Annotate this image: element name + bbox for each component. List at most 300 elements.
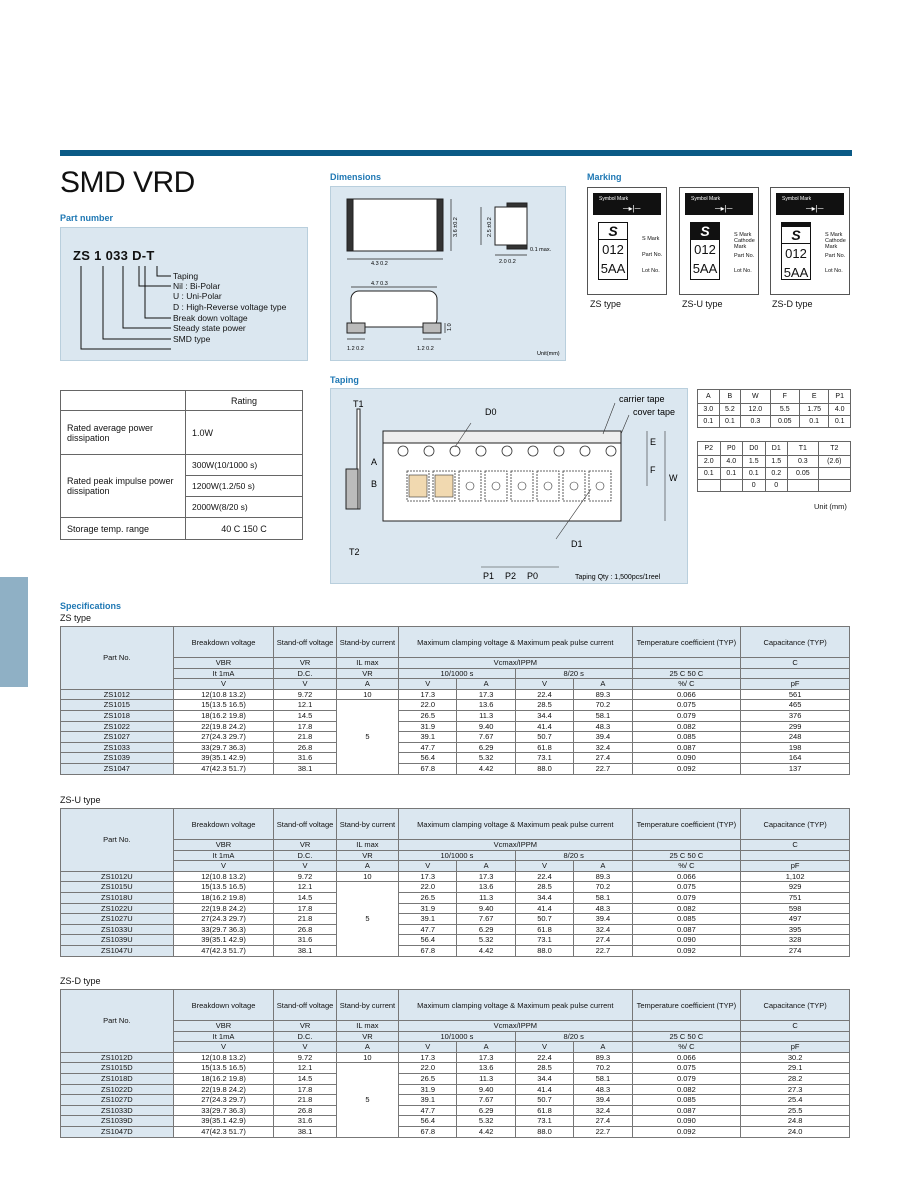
value-cell: 56.4 bbox=[399, 753, 457, 764]
table-row bbox=[61, 924, 850, 935]
dim-pad-right: 1.2 0.2 bbox=[417, 346, 434, 352]
value-cell: 47(42.3 51.7) bbox=[173, 1126, 274, 1137]
tape-p2: P2 bbox=[505, 571, 517, 581]
value-cell: 0.092 bbox=[632, 1126, 741, 1137]
side-tab bbox=[0, 577, 28, 687]
table-row bbox=[61, 1126, 850, 1137]
label-part-no: Part No. bbox=[734, 253, 755, 259]
value-cell: 0.087 bbox=[632, 924, 741, 935]
value-cell: 0.082 bbox=[632, 1084, 741, 1095]
value-cell: 5.32 bbox=[457, 1116, 515, 1127]
table-row bbox=[61, 763, 850, 774]
hdr-part-no: Part No. bbox=[61, 627, 174, 690]
hdr-breakdown: Breakdown voltage bbox=[173, 809, 274, 840]
part-no-cell: ZS1012D bbox=[61, 1052, 174, 1063]
tape-p1: P1 bbox=[483, 571, 495, 581]
value-cell: 67.8 bbox=[399, 763, 457, 774]
part-no-cell: ZS1015U bbox=[61, 882, 174, 893]
value-cell: 22(19.8 24.2) bbox=[173, 903, 274, 914]
value-cell: 41.4 bbox=[515, 1084, 573, 1095]
value-cell: 38.1 bbox=[274, 1126, 336, 1137]
part-no-cell: ZS1012U bbox=[61, 871, 174, 882]
value-cell: 39.1 bbox=[399, 914, 457, 925]
dim-bottom-height: 1.0 bbox=[447, 323, 453, 331]
chip-marking bbox=[781, 222, 811, 280]
label-mark: Mark bbox=[825, 244, 838, 250]
part-no-cell: ZS1012 bbox=[61, 689, 174, 700]
value-cell: 0.087 bbox=[632, 1105, 741, 1116]
hdr-standby: Stand-by current bbox=[336, 809, 398, 840]
tape-t1: T1 bbox=[353, 399, 364, 409]
value-cell: 22.0 bbox=[399, 1063, 457, 1074]
chip-marking bbox=[690, 222, 720, 280]
dimensions-box bbox=[330, 186, 566, 361]
s-mark: S bbox=[782, 223, 810, 244]
label-mark: Mark bbox=[734, 244, 747, 250]
taping-qty: Taping Qty : 1,500pcs/1reel bbox=[575, 574, 661, 581]
s-mark: S bbox=[599, 223, 627, 240]
value-cell: 24.0 bbox=[741, 1126, 850, 1137]
value-cell: 48.3 bbox=[574, 1084, 632, 1095]
table-row: ZS1015U 15(13.5 16.5) 12.1 5 22.0 13.6 28.5 70.2 0.075 929 bbox=[61, 882, 850, 893]
taping-heading: Taping bbox=[330, 375, 359, 385]
value-cell: 0.087 bbox=[632, 742, 741, 753]
value-cell: 18(16.2 19.8) bbox=[173, 710, 274, 721]
label-s-mark: S Mark bbox=[642, 236, 660, 242]
value-cell: 17.3 bbox=[457, 689, 515, 700]
part-no-cell: ZS1027D bbox=[61, 1095, 174, 1106]
value-cell: 328 bbox=[741, 935, 850, 946]
top-rule bbox=[60, 150, 852, 156]
rating-item-avg: Rated average power dissipation bbox=[61, 411, 186, 455]
value-cell: 22.4 bbox=[515, 871, 573, 882]
value-cell: 13.6 bbox=[457, 700, 515, 711]
hdr-standoff: Stand-off voltage bbox=[274, 627, 336, 658]
value-cell: 33(29.7 36.3) bbox=[173, 1105, 274, 1116]
value-cell: 47(42.3 51.7) bbox=[173, 763, 274, 774]
value-cell: 17.3 bbox=[399, 871, 457, 882]
hdr-standoff: Stand-off voltage bbox=[274, 809, 336, 840]
value-cell: 27.4 bbox=[574, 753, 632, 764]
value-cell: 26.5 bbox=[399, 1073, 457, 1084]
value-cell: 9.72 bbox=[274, 871, 336, 882]
value-cell: 0.082 bbox=[632, 903, 741, 914]
value-cell: 18(16.2 19.8) bbox=[173, 892, 274, 903]
value-cell: 9.40 bbox=[457, 903, 515, 914]
pn-line-taping: Taping bbox=[173, 271, 199, 281]
label-s-mark: S Mark bbox=[825, 232, 843, 238]
tape-t2: T2 bbox=[349, 547, 360, 557]
value-cell: 27(24.3 29.7) bbox=[173, 1095, 274, 1106]
value-cell: 4.42 bbox=[457, 945, 515, 956]
value-cell: 17.3 bbox=[457, 871, 515, 882]
value-cell: 0.092 bbox=[632, 763, 741, 774]
dim-bottom-width: 4.7 0.3 bbox=[371, 281, 388, 287]
value-cell: 26.5 bbox=[399, 892, 457, 903]
value-cell: 12.1 bbox=[274, 700, 336, 711]
dim-height2: 2.5 ±0.2 bbox=[487, 217, 493, 237]
marking-lot-no: 5AA bbox=[692, 261, 718, 276]
tape-f: F bbox=[650, 465, 656, 475]
value-cell: 39(35.1 42.9) bbox=[173, 753, 274, 764]
tape-e: E bbox=[650, 437, 657, 447]
label-s-mark: S Mark bbox=[734, 232, 752, 238]
value-cell: 12.1 bbox=[274, 882, 336, 893]
value-cell: 29.1 bbox=[741, 1063, 850, 1074]
rating-header: Rating bbox=[186, 391, 303, 411]
part-no-cell: ZS1015 bbox=[61, 700, 174, 711]
value-cell: 50.7 bbox=[515, 914, 573, 925]
value-cell: 17.3 bbox=[399, 689, 457, 700]
spec-table-label: ZS-D type bbox=[60, 976, 101, 986]
value-cell: 22.7 bbox=[574, 945, 632, 956]
table-row: ZS1015D 15(13.5 16.5) 12.1 5 22.0 13.6 28.5 70.2 0.075 29.1 bbox=[61, 1063, 850, 1074]
value-cell: 48.3 bbox=[574, 721, 632, 732]
part-no-cell: ZS1022U bbox=[61, 903, 174, 914]
value-cell: 14.5 bbox=[274, 1073, 336, 1084]
value-cell: 33(29.7 36.3) bbox=[173, 742, 274, 753]
value-cell: 27.4 bbox=[574, 935, 632, 946]
rating-val-avg: 1.0W bbox=[186, 411, 303, 455]
value-cell: 0.092 bbox=[632, 945, 741, 956]
part-no-cell: ZS1022D bbox=[61, 1084, 174, 1095]
taping-drawing bbox=[331, 389, 689, 585]
hdr-clamping: Maximum clamping voltage & Maximum peak pulse current bbox=[399, 809, 632, 840]
value-cell: 12(10.8 13.2) bbox=[173, 689, 274, 700]
value-cell: 14.5 bbox=[274, 892, 336, 903]
spec-table: Part No. Breakdown voltage Stand-off voltage Stand-by current Maximum clamping voltage & Maximum peak pulse current Temperature coefficient (TYP) Capacitance (TYP) VBR VR IL max Vcmax/IPPM C It 1mA D.C. VR 10/1000 s 8/20 s 25 C 50 C V V A V A V A %/ C pF ZS1012U 12(10.8 13.2) 9.72 10 17.3 17.3 22.4 89.3 0.066 1,102 ZS1015U 15(13.5 16.5) 12.1 5 22.0 13.6 28.5 70.2 0.075 929 ZS1018U 18(16.2 19.8) 14.5 26.5 11.3 34.4 58.1 0.079 751 ZS1022U 22(19.8 24.2) 17.8 31.9 9.40 41.4 48.3 0.082 598 ZS1027U 27(24.3 29.7) 21.8 39.1 7.67 50.7 39.4 0.085 497 ZS1033U 33(29.7 36.3) 26.8 47.7 6.29 61.8 32.4 0.087 395 ZS1039U 39(35.1 42.9) 31.6 56.4 5.32 73.1 27.4 0.090 328 ZS1047U 47(42.3 51.7) 38.1 67.8 4.42 88.0 22.7 0.092 274 bbox=[60, 808, 850, 957]
value-cell: 9.40 bbox=[457, 1084, 515, 1095]
label-lot-no: Lot No. bbox=[825, 268, 843, 274]
spec-table: Part No. Breakdown voltage Stand-off voltage Stand-by current Maximum clamping voltage & Maximum peak pulse current Temperature coefficient (TYP) Capacitance (TYP) VBR VR IL max Vcmax/IPPM C It 1mA D.C. VR 10/1000 s 8/20 s 25 C 50 C V V A V A V A %/ C pF ZS1012D 12(10.8 13.2) 9.72 10 17.3 17.3 22.4 89.3 0.066 30.2 ZS1015D 15(13.5 16.5) 12.1 5 22.0 13.6 28.5 70.2 0.075 29.1 ZS1018D 18(16.2 19.8) 14.5 26.5 11.3 34.4 58.1 0.079 28.2 ZS1022D 22(19.8 24.2) 17.8 31.9 9.40 41.4 48.3 0.082 27.3 ZS1027D 27(24.3 29.7) 21.8 39.1 7.67 50.7 39.4 0.085 25.4 ZS1033D 33(29.7 36.3) 26.8 47.7 6.29 61.8 32.4 0.087 25.5 ZS1039D 39(35.1 42.9) 31.6 56.4 5.32 73.1 27.4 0.090 24.8 ZS1047D 47(42.3 51.7) 38.1 67.8 4.42 88.0 22.7 0.092 24.0 bbox=[60, 989, 850, 1138]
tape-carrier: carrier tape bbox=[619, 394, 665, 404]
pn-line-smd: SMD type bbox=[173, 334, 211, 344]
value-cell: 47(42.3 51.7) bbox=[173, 945, 274, 956]
value-cell: 26.5 bbox=[399, 710, 457, 721]
value-cell: 15(13.5 16.5) bbox=[173, 1063, 274, 1074]
part-number-box bbox=[60, 227, 308, 361]
value-cell: 28.2 bbox=[741, 1073, 850, 1084]
value-cell: 18(16.2 19.8) bbox=[173, 1073, 274, 1084]
value-cell: 73.1 bbox=[515, 1116, 573, 1127]
value-cell: 9.72 bbox=[274, 1052, 336, 1063]
hdr-clamping: Maximum clamping voltage & Maximum peak pulse current bbox=[399, 990, 632, 1021]
value-cell: 88.0 bbox=[515, 945, 573, 956]
value-cell: 39.4 bbox=[574, 1095, 632, 1106]
value-cell: 1,102 bbox=[741, 871, 850, 882]
hdr-breakdown: Breakdown voltage bbox=[173, 627, 274, 658]
rating-item-storage: Storage temp. range bbox=[61, 518, 186, 540]
value-cell: 89.3 bbox=[574, 1052, 632, 1063]
value-cell: 31.9 bbox=[399, 1084, 457, 1095]
value-cell: 0.085 bbox=[632, 914, 741, 925]
marking-part-no: 012 bbox=[785, 246, 807, 261]
value-cell: 22.7 bbox=[574, 1126, 632, 1137]
rating-table bbox=[60, 390, 303, 540]
value-cell: 929 bbox=[741, 882, 850, 893]
table-row: ZS1015 15(13.5 16.5) 12.1 5 22.0 13.6 28.5 70.2 0.075 465 bbox=[61, 700, 850, 711]
value-cell: 164 bbox=[741, 753, 850, 764]
symbol-mark-box: Symbol Mark ─▸|─ bbox=[685, 193, 753, 215]
value-cell: 32.4 bbox=[574, 742, 632, 753]
value-cell: 22.0 bbox=[399, 882, 457, 893]
value-cell: 38.1 bbox=[274, 945, 336, 956]
part-no-cell: ZS1027U bbox=[61, 914, 174, 925]
taping-table-2: P2 P0 D0 D1 T1 T2 2.0 4.0 1.5 1.5 0.3 (2.6) 0.1 0.1 0.1 0.2 0.05 0 0 bbox=[697, 441, 851, 492]
value-cell: 41.4 bbox=[515, 721, 573, 732]
spec-table: Part No. Breakdown voltage Stand-off voltage Stand-by current Maximum clamping voltage & Maximum peak pulse current Temperature coefficient (TYP) Capacitance (TYP) VBR VR IL max Vcmax/IPPM C It 1mA D.C. VR 10/1000 s 8/20 s 25 C 50 C V V A V A V A %/ C pF ZS1012 12(10.8 13.2) 9.72 10 17.3 17.3 22.4 89.3 0.066 561 ZS1015 15(13.5 16.5) 12.1 5 22.0 13.6 28.5 70.2 0.075 465 ZS1018 18(16.2 19.8) 14.5 26.5 11.3 34.4 58.1 0.079 376 ZS1022 22(19.8 24.2) 17.8 31.9 9.40 41.4 48.3 0.082 299 ZS1027 27(24.3 29.7) 21.8 39.1 7.67 50.7 39.4 0.085 248 ZS1033 33(29.7 36.3) 26.8 47.7 6.29 61.8 32.4 0.087 198 ZS1039 39(35.1 42.9) 31.6 56.4 5.32 73.1 27.4 0.090 164 ZS1047 47(42.3 51.7) 38.1 67.8 4.42 88.0 22.7 0.092 137 bbox=[60, 626, 850, 775]
table-row bbox=[61, 935, 850, 946]
value-cell: 67.8 bbox=[399, 945, 457, 956]
part-no-cell: ZS1018 bbox=[61, 710, 174, 721]
table-row: ZS1012 12(10.8 13.2) 9.72 10 17.3 17.3 22.4 89.3 0.066 561 bbox=[61, 689, 850, 700]
marking-type-zs-d: ZS-D type bbox=[772, 299, 813, 309]
value-cell: 22.0 bbox=[399, 700, 457, 711]
value-cell: 9.40 bbox=[457, 721, 515, 732]
part-no-cell: ZS1018U bbox=[61, 892, 174, 903]
value-cell: 32.4 bbox=[574, 924, 632, 935]
value-cell: 28.5 bbox=[515, 882, 573, 893]
value-cell: 0.066 bbox=[632, 1052, 741, 1063]
value-cell: 6.29 bbox=[457, 924, 515, 935]
value-cell: 89.3 bbox=[574, 689, 632, 700]
value-cell: 31.9 bbox=[399, 903, 457, 914]
table-row bbox=[61, 914, 850, 925]
value-cell: 26.8 bbox=[274, 1105, 336, 1116]
dim-top-width: 4.3 0.2 bbox=[371, 261, 388, 267]
hdr-cap: Capacitance (TYP) bbox=[741, 990, 850, 1021]
value-cell: 31.6 bbox=[274, 1116, 336, 1127]
value-cell: 48.3 bbox=[574, 903, 632, 914]
value-cell: 22(19.8 24.2) bbox=[173, 721, 274, 732]
value-cell: 6.29 bbox=[457, 1105, 515, 1116]
marking-part-no: 012 bbox=[694, 242, 716, 257]
value-cell: 56.4 bbox=[399, 935, 457, 946]
value-cell: 0.066 bbox=[632, 689, 741, 700]
value-cell: 56.4 bbox=[399, 1116, 457, 1127]
part-no-cell: ZS1018D bbox=[61, 1073, 174, 1084]
value-cell: 50.7 bbox=[515, 732, 573, 743]
part-no-cell: ZS1027 bbox=[61, 732, 174, 743]
value-cell: 39(35.1 42.9) bbox=[173, 935, 274, 946]
value-cell: 21.8 bbox=[274, 732, 336, 743]
marking-card-zs bbox=[587, 187, 667, 295]
value-cell: 0.082 bbox=[632, 721, 741, 732]
value-cell: 15(13.5 16.5) bbox=[173, 882, 274, 893]
dimensions-heading: Dimensions bbox=[330, 172, 382, 182]
tape-w: W bbox=[669, 473, 678, 483]
hdr-standby: Stand-by current bbox=[336, 627, 398, 658]
value-cell: 89.3 bbox=[574, 871, 632, 882]
part-no-cell: ZS1039 bbox=[61, 753, 174, 764]
hdr-part-no: Part No. bbox=[61, 809, 174, 872]
value-cell: 0.085 bbox=[632, 1095, 741, 1106]
value-cell: 4.42 bbox=[457, 763, 515, 774]
table-row bbox=[61, 1084, 850, 1095]
value-cell: 88.0 bbox=[515, 1126, 573, 1137]
taping-box bbox=[330, 388, 688, 584]
value-cell: 22.7 bbox=[574, 763, 632, 774]
hdr-part-no: Part No. bbox=[61, 990, 174, 1053]
value-cell: 34.4 bbox=[515, 892, 573, 903]
value-cell: 58.1 bbox=[574, 1073, 632, 1084]
value-cell: 248 bbox=[741, 732, 850, 743]
marking-type-zs: ZS type bbox=[590, 299, 622, 309]
part-no-cell: ZS1033 bbox=[61, 742, 174, 753]
value-cell: 0.085 bbox=[632, 732, 741, 743]
value-cell: 137 bbox=[741, 763, 850, 774]
value-cell: 88.0 bbox=[515, 763, 573, 774]
table-row bbox=[61, 1095, 850, 1106]
table-row: ZS1012D 12(10.8 13.2) 9.72 10 17.3 17.3 22.4 89.3 0.066 30.2 bbox=[61, 1052, 850, 1063]
value-cell: 38.1 bbox=[274, 763, 336, 774]
value-cell: 4.42 bbox=[457, 1126, 515, 1137]
value-cell: 17.3 bbox=[399, 1052, 457, 1063]
part-no-cell: ZS1047U bbox=[61, 945, 174, 956]
value-cell: 70.2 bbox=[574, 1063, 632, 1074]
symbol-mark-box: Symbol Mark ─▸|─ bbox=[593, 193, 661, 215]
value-cell: 31.6 bbox=[274, 753, 336, 764]
value-cell: 27.4 bbox=[574, 1116, 632, 1127]
rating-val-storage: 40 C 150 C bbox=[186, 518, 303, 540]
part-no-cell: ZS1022 bbox=[61, 721, 174, 732]
value-cell: 70.2 bbox=[574, 882, 632, 893]
table-row bbox=[61, 742, 850, 753]
rating-item-peak: Rated peak impulse power dissipation bbox=[61, 455, 186, 518]
value-cell: 13.6 bbox=[457, 1063, 515, 1074]
value-cell: 58.1 bbox=[574, 892, 632, 903]
pn-line-unipolar: U : Uni-Polar bbox=[173, 291, 222, 301]
taping-table-1: A B W F E P1 3.0 5.2 12.0 5.5 1.75 4.0 0.1 0.1 0.3 0.05 0.1 0.1 bbox=[697, 389, 851, 428]
hdr-temp: Temperature coefficient (TYP) bbox=[632, 809, 741, 840]
value-cell: 21.8 bbox=[274, 1095, 336, 1106]
hdr-cap: Capacitance (TYP) bbox=[741, 627, 850, 658]
value-cell: 24.8 bbox=[741, 1116, 850, 1127]
marking-card-zs-d bbox=[770, 187, 850, 295]
value-cell: 22(19.8 24.2) bbox=[173, 1084, 274, 1095]
hdr-standoff: Stand-off voltage bbox=[274, 990, 336, 1021]
taping-unit: Unit (mm) bbox=[814, 502, 847, 511]
value-cell: 28.5 bbox=[515, 700, 573, 711]
tape-cover: cover tape bbox=[633, 407, 676, 417]
s-mark: S bbox=[691, 223, 719, 240]
value-cell: 31.9 bbox=[399, 721, 457, 732]
value-cell: 198 bbox=[741, 742, 850, 753]
rating-val-peak-3: 2000W(8/20 s) bbox=[186, 497, 303, 518]
value-cell: 26.8 bbox=[274, 742, 336, 753]
value-cell: 497 bbox=[741, 914, 850, 925]
table-row bbox=[61, 892, 850, 903]
part-number-heading: Part number bbox=[60, 213, 114, 223]
part-no-cell: ZS1047D bbox=[61, 1126, 174, 1137]
value-cell: 61.8 bbox=[515, 742, 573, 753]
value-cell: 12.1 bbox=[274, 1063, 336, 1074]
value-cell: 17.3 bbox=[457, 1052, 515, 1063]
pn-line-steady: Steady state power bbox=[173, 323, 246, 333]
value-cell: 0.066 bbox=[632, 871, 741, 882]
value-cell: 17.8 bbox=[274, 721, 336, 732]
pn-line-high-reverse: D : High-Reverse voltage type bbox=[173, 302, 287, 312]
dim-side-width: 2.0 0.2 bbox=[499, 259, 516, 265]
marking-part-no: 012 bbox=[602, 242, 624, 257]
value-cell: 22.4 bbox=[515, 1052, 573, 1063]
value-cell: 12(10.8 13.2) bbox=[173, 1052, 274, 1063]
value-cell: 67.8 bbox=[399, 1126, 457, 1137]
part-number-code: ZS 1 033 D-T bbox=[73, 248, 155, 263]
value-cell: 299 bbox=[741, 721, 850, 732]
value-cell: 61.8 bbox=[515, 924, 573, 935]
value-cell: 39(35.1 42.9) bbox=[173, 1116, 274, 1127]
value-cell: 47.7 bbox=[399, 924, 457, 935]
value-cell: 17.8 bbox=[274, 1084, 336, 1095]
value-cell: 73.1 bbox=[515, 753, 573, 764]
value-cell: 11.3 bbox=[457, 892, 515, 903]
value-cell: 0.075 bbox=[632, 882, 741, 893]
dimensions-drawing bbox=[331, 187, 567, 362]
table-row bbox=[61, 903, 850, 914]
value-cell: 41.4 bbox=[515, 903, 573, 914]
hdr-breakdown: Breakdown voltage bbox=[173, 990, 274, 1021]
value-cell: 0.075 bbox=[632, 700, 741, 711]
pn-line-bipolar: Nil : Bi-Polar bbox=[173, 281, 221, 291]
value-cell: 61.8 bbox=[515, 1105, 573, 1116]
part-no-cell: ZS1033D bbox=[61, 1105, 174, 1116]
table-row bbox=[61, 945, 850, 956]
value-cell: 39.4 bbox=[574, 732, 632, 743]
label-lot-no: Lot No. bbox=[642, 268, 660, 274]
value-cell: 31.6 bbox=[274, 935, 336, 946]
value-cell: 47.7 bbox=[399, 742, 457, 753]
value-cell: 5.32 bbox=[457, 753, 515, 764]
value-cell: 21.8 bbox=[274, 914, 336, 925]
symbol-mark-box: Symbol Mark ─▸|─ bbox=[776, 193, 844, 215]
marking-type-zs-u: ZS-U type bbox=[682, 299, 723, 309]
value-cell: 0.090 bbox=[632, 935, 741, 946]
value-cell: 11.3 bbox=[457, 1073, 515, 1084]
value-cell: 0.075 bbox=[632, 1063, 741, 1074]
value-cell: 9.72 bbox=[274, 689, 336, 700]
value-cell: 58.1 bbox=[574, 710, 632, 721]
value-cell: 15(13.5 16.5) bbox=[173, 700, 274, 711]
value-cell: 70.2 bbox=[574, 700, 632, 711]
value-cell: 28.5 bbox=[515, 1063, 573, 1074]
hdr-standby: Stand-by current bbox=[336, 990, 398, 1021]
value-cell: 34.4 bbox=[515, 1073, 573, 1084]
value-cell: 27(24.3 29.7) bbox=[173, 914, 274, 925]
value-cell: 14.5 bbox=[274, 710, 336, 721]
value-cell: 25.5 bbox=[741, 1105, 850, 1116]
tape-d1: D1 bbox=[571, 539, 583, 549]
part-no-cell: ZS1039U bbox=[61, 935, 174, 946]
table-row bbox=[61, 732, 850, 743]
value-cell: 25.4 bbox=[741, 1095, 850, 1106]
table-row: ZS1012U 12(10.8 13.2) 9.72 10 17.3 17.3 22.4 89.3 0.066 1,102 bbox=[61, 871, 850, 882]
pn-line-breakdown: Break down voltage bbox=[173, 313, 248, 323]
table-row bbox=[61, 710, 850, 721]
tape-a: A bbox=[371, 457, 378, 467]
value-cell: 39.1 bbox=[399, 1095, 457, 1106]
value-cell: 12(10.8 13.2) bbox=[173, 871, 274, 882]
tape-d0: D0 bbox=[485, 407, 497, 417]
marking-lot-no: 5AA bbox=[600, 261, 626, 276]
part-no-cell: ZS1039D bbox=[61, 1116, 174, 1127]
dim-height: 3.6 ±0.2 bbox=[453, 217, 459, 237]
hdr-temp: Temperature coefficient (TYP) bbox=[632, 627, 741, 658]
rating-val-peak-2: 1200W(1.2/50 s) bbox=[186, 476, 303, 497]
value-cell: 11.3 bbox=[457, 710, 515, 721]
label-cathode: Cathode bbox=[734, 238, 755, 244]
value-cell: 50.7 bbox=[515, 1095, 573, 1106]
